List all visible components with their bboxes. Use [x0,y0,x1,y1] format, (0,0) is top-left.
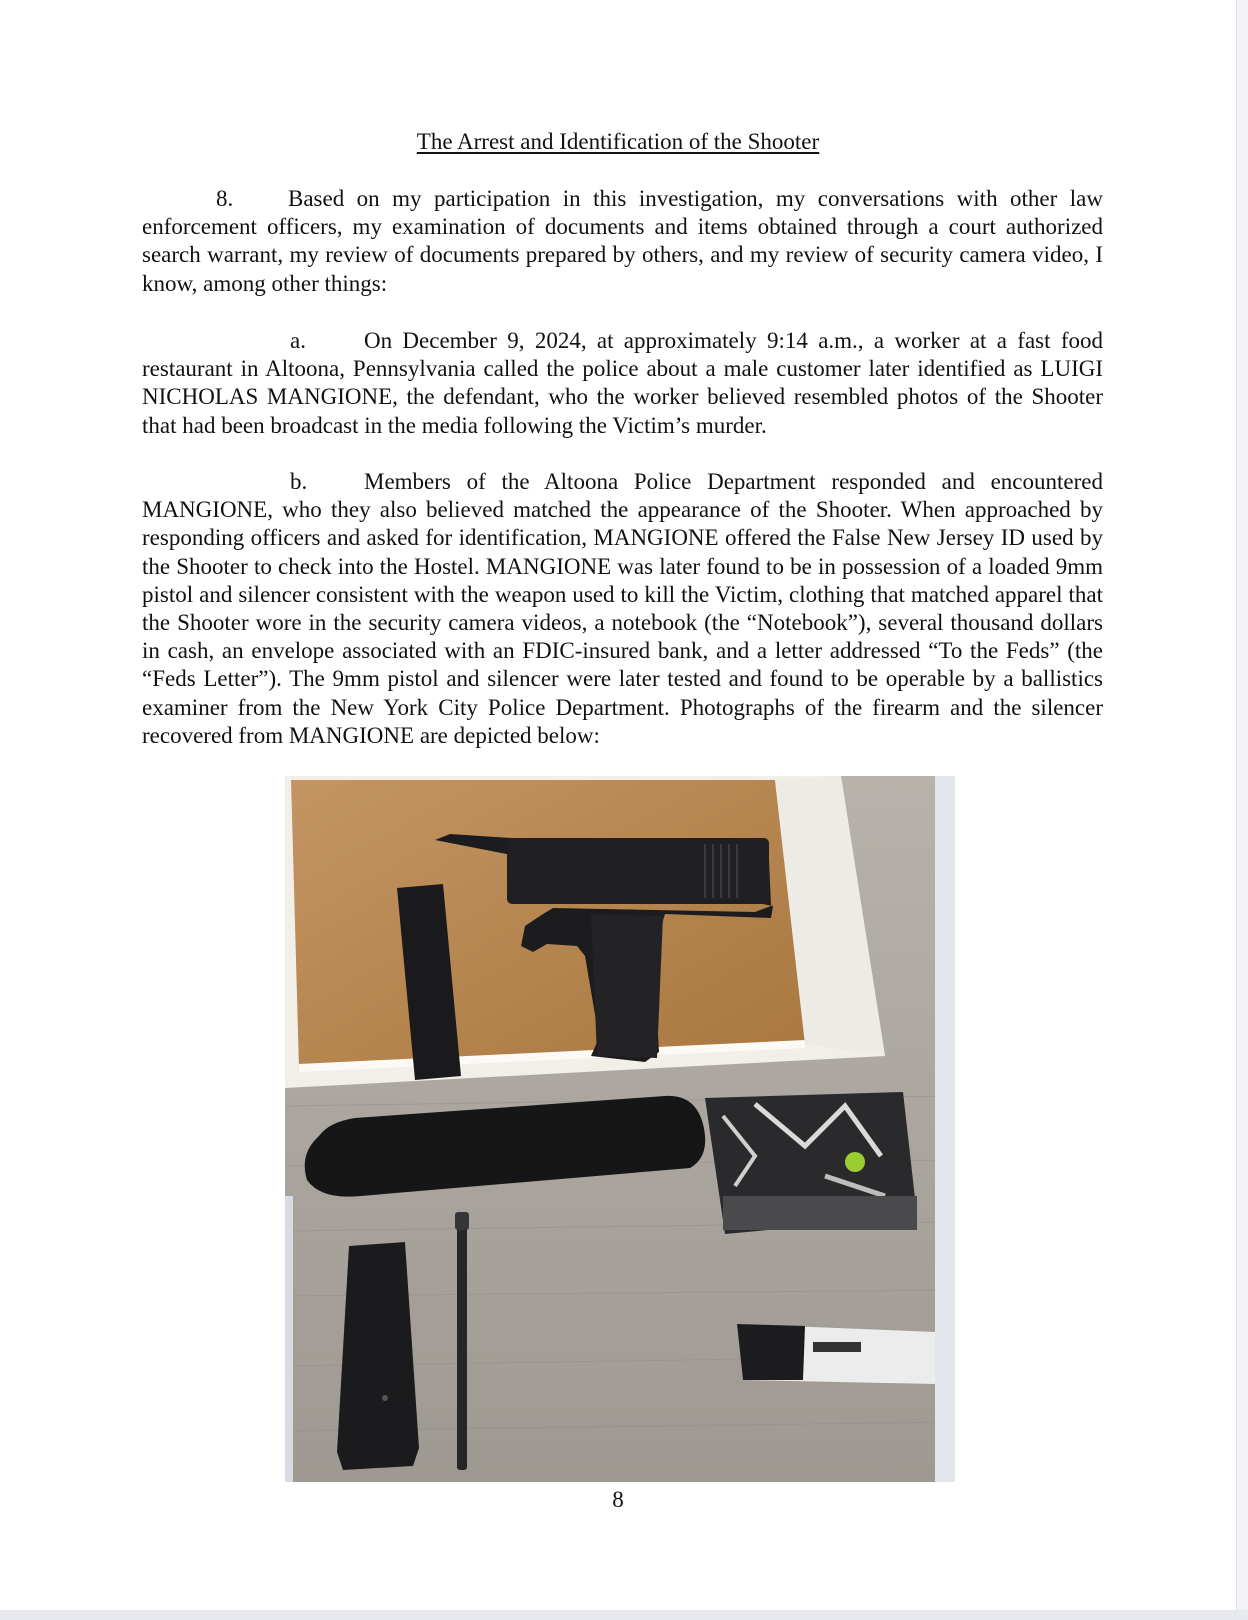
photo-edge [935,776,955,1482]
paragraph-8 [142,185,1103,298]
paragraph-text: On December 9, 2024, at approximately 9:14 a.m., a worker at a fast food restaurant in Altoona, Pennsylvania called the police about a male customer later identified as LUIGI NICHOLAS MANGIONE, the defendant, who the worker believed resembled photos of the Shooter that had been broadcast in the media following the Victim’s murder. [142,328,1103,438]
viewer-bottom-edge [0,1610,1248,1620]
evidence-photo [285,776,955,1482]
cleaning-rod-icon [455,1212,469,1470]
pouch-icon [705,1092,917,1234]
paragraph-text: Members of the Altoona Police Department responded and encountered MANGIONE, who they also believed matched the appearance of the Shooter. When approached by responding officers and asked for identification, MANGIONE offered the False New Jersey ID used by the Shooter to check into the Hostel. MANGIONE was later found to be in possession of a loaded 9mm pistol and silencer consistent with the weapon used to kill the Victim, clothing that matched apparel that the Shooter wore in the security camera videos, a notebook (the “Notebook”), several thousand dollars in cash, an envelope associated with an FDIC-insured bank, and a letter addressed “To the Feds” (the “Feds Letter”). The 9mm pistol and silencer were later tested and found to be operable by a ballistics examiner from the New York City Police Department. Photographs of the firearm and the silencer recovered from MANGIONE are depicted below: [142,469,1103,748]
viewer-right-edge [1236,0,1248,1620]
page-number: 8 [612,1487,624,1512]
paragraph-b [142,468,1103,750]
paragraph-marker: a. [290,328,306,353]
magazine-icon-2 [337,1242,419,1470]
paragraph-a [142,327,1103,440]
paragraph-text: Based on my participation in this investigation, my conversations with other law enforcement officers, my examination of documents and items obtained through a court authorized search warrant, my review of documents prepared by others, and my review of security camera video, I know, among other things: [142,186,1103,296]
section-heading: The Arrest and Identification of the Shooter [416,129,820,154]
paragraph-marker: b. [290,469,308,494]
packet-icon [737,1324,935,1384]
paragraph-marker: 8. [216,186,234,211]
